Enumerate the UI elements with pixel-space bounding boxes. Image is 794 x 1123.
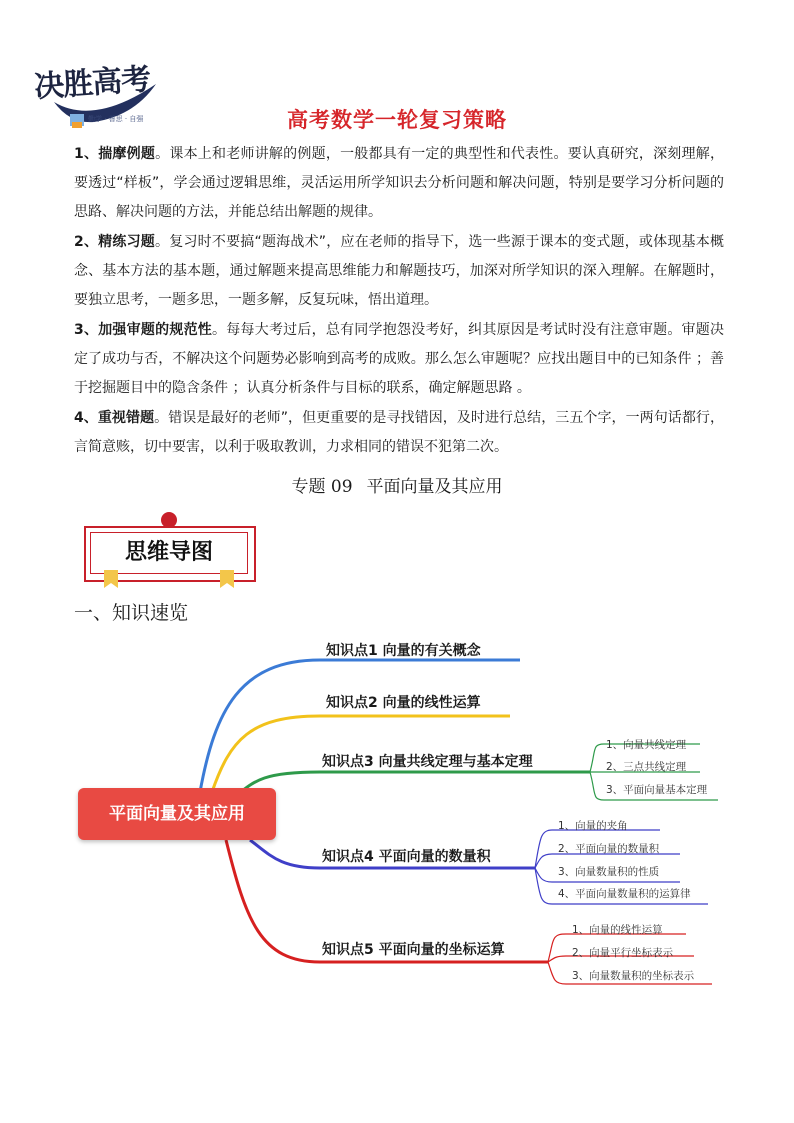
branch-4-sub-4: 4、平面向量数量积的运算律 (558, 888, 691, 900)
topic-heading (0, 472, 794, 497)
branch-3-sub-1: 1、向量共线定理 (606, 739, 687, 751)
branch-4-label: 知识点4 平面向量的数量积 (322, 849, 491, 865)
branch-3-sub-3: 3、平面向量基本定理 (606, 784, 708, 796)
branch-5-sub-2: 2、向量平行坐标表示 (572, 947, 674, 959)
branch-1-label: 知识点1 向量的有关概念 (326, 643, 481, 659)
branch-5-label: 知识点5 平面向量的坐标运算 (322, 942, 505, 958)
strategy-2-text: 。复习时不要搞“题海战术”，应在老师的指导下，选一些源于课本的变式题，或体现基本概念、基本方法的基本题，通过解题来提高思维能力和解题技巧，加深对所学知识的深入理解。在解题时，要独立思考，一题多思，一题多解，反复玩味，悟出道理。 (74, 234, 724, 308)
section-title: 一、知识速览 (74, 602, 189, 624)
branch-5-sub-3: 3、向量数量积的坐标表示 (572, 970, 695, 982)
mindmap-badge (84, 520, 256, 586)
branch-2-label: 知识点2 向量的线性运算 (326, 695, 481, 711)
strategy-3 (74, 316, 724, 403)
ribbon-right-icon (220, 570, 234, 588)
badge-pin-icon (161, 512, 177, 528)
strategy-1 (74, 140, 724, 227)
strategy-4-lead: 4、重视错题 (74, 410, 155, 426)
topic-name: 平面向量及其应用 (366, 477, 503, 497)
strategy-4-text: 。错误是最好的老师”，但更重要的是寻找错因，及时进行总结，三五个字，一两句话都行，言简意赅，切中要害，以利于吸取教训，力求相同的错误不犯第二次。 (74, 410, 724, 455)
topic-label: 专题 09 (291, 477, 353, 497)
branch-3-sub-2: 2、三点共线定理 (606, 761, 687, 773)
branch-3-line (236, 772, 590, 796)
strategy-1-lead: 1、揣摩例题 (74, 146, 156, 162)
branch-4-sub-1: 1、向量的夹角 (558, 820, 628, 832)
page-title: 高考数学一轮复习策略 (287, 108, 507, 132)
ribbon-left-icon (104, 570, 118, 588)
branch-5-sub-1: 1、向量的线性运算 (572, 924, 663, 936)
branch-4-sub-3: 3、向量数量积的性质 (558, 866, 660, 878)
badge-label: 思维导图 (90, 532, 248, 574)
strategy-4 (74, 404, 724, 462)
logo-text: 决胜高考 (33, 61, 152, 105)
strategy-2-lead: 2、精练习题 (74, 234, 156, 250)
strategy-3-lead: 3、加强审题的规范性 (74, 322, 213, 338)
strategy-1-text: 。课本上和老师讲解的例题，一般都具有一定的典型性和代表性。要认真研究，深刻理解，要透过“样板”，学会通过逻辑思维，灵活运用所学知识去分析问题和解决问题，特别是要学习分析问题的思路、解决问题的方法，并能总结出解题的规律。 (74, 146, 724, 220)
branch-3-label: 知识点3 向量共线定理与基本定理 (322, 754, 533, 770)
mindmap-center-node: 平面向量及其应用 (78, 788, 276, 840)
branch-4-sub-2: 2、平面向量的数量积 (558, 843, 660, 855)
logo-subtitle: 勤学 · 善思 · 自强 (88, 115, 144, 123)
strategy-2 (74, 228, 724, 315)
strategy-3-text: 。每每大考过后，总有同学抱怨没考好，纠其原因是考试时没有注意审题。审题决定了成功与否，不解决这个问题势必影响到高考的成败。那么怎么审题呢？应找出题目中的已知条件 ；善于挖掘题目中的隐含条件 ；认真分析条件与目标的联系，确定解题思路 。 (74, 322, 725, 396)
